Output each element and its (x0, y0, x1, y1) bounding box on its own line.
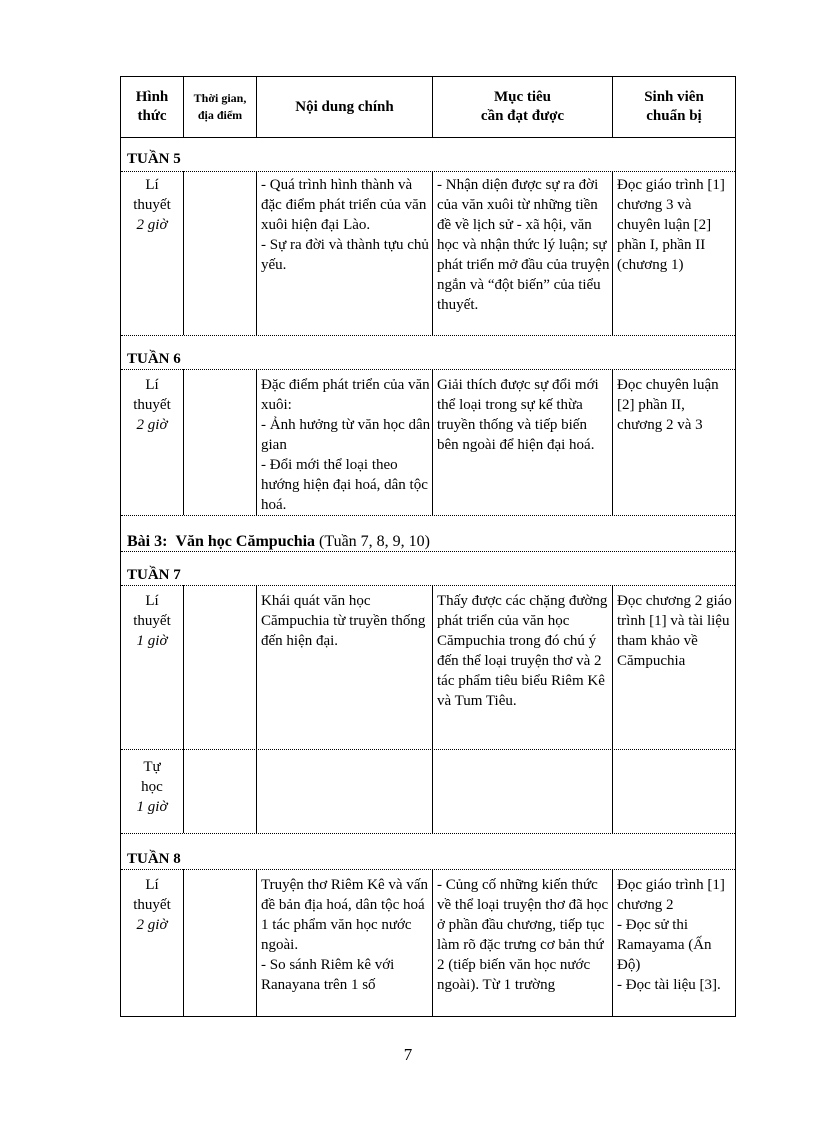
form-hours: 2 giờ (136, 217, 168, 233)
header-goal: Mục tiêu cần đạt được (480, 89, 565, 124)
form-label: Lí thuyết (133, 877, 171, 913)
week-7-form (121, 591, 183, 651)
form-hours: 2 giờ (136, 417, 168, 433)
week-7-heading: TUẦN 7 (127, 567, 181, 583)
form-hours: 1 giờ (136, 799, 168, 815)
week-6-form (121, 375, 183, 435)
week-8-heading: TUẦN 8 (127, 851, 181, 867)
row-divider (121, 369, 735, 370)
form-hours: 1 giờ (136, 633, 168, 649)
week-5-goal: - Nhận diện được sự ra đời của văn xuôi từ những tiền đề về lịch sử - xã hội, văn học và nhận thức lý luận; sự phát triển mở đầu của truyện ngắn và “đột biến” của tiểu thuyết. (437, 177, 610, 313)
col-divider (256, 369, 257, 515)
col-divider (183, 869, 184, 1017)
col-divider (256, 585, 257, 833)
header-form: Hình thức (135, 89, 169, 124)
col-divider (612, 869, 613, 1017)
col-divider (256, 171, 257, 335)
week-8-goal: - Củng cố những kiến thức về thể loại truyện thơ đã học ở phần đầu chương, tiếp tục làm rõ đặc trưng cơ bản thứ 2 (tiếp biến văn học nước ngoài). Từ 1 trường (437, 877, 609, 993)
lesson-label: Bài 3: (127, 533, 168, 550)
week-8-preparation: Đọc giáo trình [1] chương 2 - Đọc sử thi Ramayama (Ấn Độ) - Đọc tài liệu [3]. (617, 877, 725, 993)
week-5-preparation: Đọc giáo trình [1] chương 3 và chuyên luận [2] phần I, phần II (chương 1) (617, 177, 725, 273)
week-8-content: Truyện thơ Riêm Kê và vấn đề bản địa hoá, dân tộc hoá 1 tác phẩm văn học nước ngoài. - So sánh Riêm kê với Ranayana trên 1 số (261, 877, 428, 993)
week-7-goal: Thấy được các chặng đường phát triển của văn học Cămpuchia trong đó chú ý đến thể loại truyện thơ và 2 tác phẩm tiêu biểu Riêm Kê và Tum Tiêu. (437, 593, 608, 709)
col-divider (256, 869, 257, 1017)
week-6-heading: TUẦN 6 (127, 351, 181, 367)
form-hours: 2 giờ (136, 917, 168, 933)
form-label: Tự học (141, 759, 163, 795)
header-preparation: Sinh viên chuẩn bị (644, 89, 704, 124)
lesson-weeks: (Tuần 7, 8, 9, 10) (319, 533, 430, 550)
col-divider (183, 171, 184, 335)
lesson-title: Văn học Cămpuchia (175, 533, 316, 550)
page-number: 7 (403, 1045, 413, 1064)
week-6-preparation: Đọc chuyên luận [2] phần II, chương 2 và 3 (617, 377, 719, 433)
col-divider (432, 369, 433, 515)
form-label: Lí thuyết (133, 593, 171, 629)
row-divider (121, 137, 735, 138)
week-6-goal: Giải thích được sự đổi mới thể loại trong sự kế thừa truyền thống và tiếp biến bên ngoài để hiện đại hoá. (437, 377, 599, 453)
row-divider (121, 833, 735, 834)
week-7-self-study (121, 757, 183, 817)
week-5-form (121, 175, 183, 235)
form-label: Lí thuyết (133, 177, 171, 213)
col-divider (612, 585, 613, 833)
week-8-form (121, 875, 183, 935)
row-divider (121, 335, 735, 336)
col-divider (612, 369, 613, 515)
col-divider (183, 585, 184, 833)
row-divider (121, 585, 735, 586)
schedule-table (120, 76, 736, 1017)
week-7-content: Khái quát văn học Cămpuchia từ truyền thống đến hiện đại. (261, 593, 426, 649)
col-divider (432, 585, 433, 833)
col-divider (432, 171, 433, 335)
header-time-place: Thời gian, địa điểm (193, 91, 247, 122)
header-content: Nội dung chính (295, 98, 394, 115)
row-divider (121, 515, 735, 516)
form-label: Lí thuyết (133, 377, 171, 413)
col-divider (432, 869, 433, 1017)
col-divider (183, 369, 184, 515)
col-divider (612, 171, 613, 335)
row-divider (121, 869, 735, 870)
week-7-preparation: Đọc chương 2 giáo trình [1] và tài liệu tham khảo về Cămpuchia (617, 593, 732, 669)
row-divider (121, 171, 735, 172)
lesson-3-heading (127, 531, 430, 553)
row-divider (121, 749, 735, 750)
week-6-content: Đặc điểm phát triển của văn xuôi: - Ảnh hưởng từ văn học dân gian - Đổi mới thể loại theo hướng hiện đại hoá, dân tộc hoá. (261, 377, 431, 513)
week-5-heading: TUẦN 5 (127, 151, 181, 167)
week-5-content: - Quá trình hình thành và đặc điểm phát triển của văn xuôi hiện đại Lào. - Sự ra đời và thành tựu chủ yếu. (261, 177, 429, 273)
